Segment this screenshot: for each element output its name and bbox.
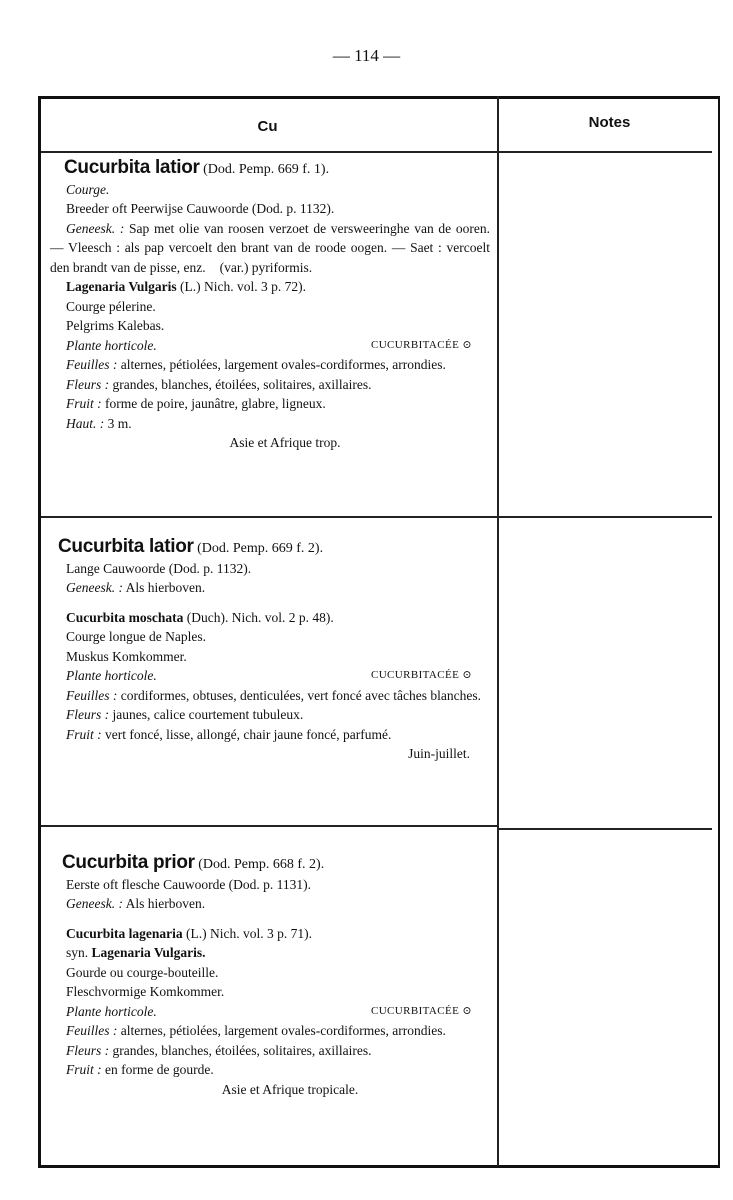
column-header-cu: Cu [257,118,278,135]
entry-rule-2-right [499,828,712,830]
page-number: — 114 — [332,46,401,65]
synonym-2: syn. Lagenaria Vulgaris. [66,945,206,960]
medicinal-use: Geneesk. : Als hierboven. [66,896,206,911]
entry-title: Cucurbita latior [64,157,200,178]
column-header-notes: Notes [588,114,631,131]
synonym: Cucurbita lagenaria (L.) Nich. vol. 3 p. 71). [66,925,312,941]
entry-reference: (Dod. Pemp. 668 f. 2). [194,857,325,872]
entry-reference: (Dod. Pemp. 669 f. 2). [193,541,324,556]
dutch-name: Lange Cauwoorde (Dod. p. 1132). [66,560,252,576]
medicinal-use: Geneesk. : Sap met olie van roosen verzoet de versweeringhe van de ooren. — Vleesch : als pap vercoelt den brant van de roode oogen. — Saet : vercoelt den brandt van de pisse, enz. (var.) pyriformis. [50,220,491,275]
region: Asie et Afrique trop. [229,435,341,450]
common-name-fr: Gourde ou courge-bouteille. [66,964,219,980]
common-name-fr: Courge longue de Naples. [66,629,206,644]
season: Juin-juillet. [408,746,470,761]
entry-title: Cucurbita latior [58,536,194,557]
entry-cucurbita-latior-1 [50,158,490,453]
common-name-fr: Courge pélerine. [66,298,156,314]
flowers-desc: Fleurs : grandes, blanches, étoilées, solitaires, axillaires. [66,376,372,392]
synonym: Cucurbita moschata (Duch). Nich. vol. 2 p. 48). [66,609,334,625]
entry-rule-2-left [41,825,497,827]
common-name-nl: Fleschvormige Komkommer. [66,984,225,999]
flowers-desc: Fleurs : jaunes, calice courtement tubuleux. [66,707,304,722]
leaves-desc: Feuilles : alternes, pétiolées, largement ovales-cordiformes, arrondies. [66,357,446,372]
entry-cucurbita-prior [50,853,490,1099]
entry-rule-1-left [41,516,497,518]
header-rule-left [41,151,497,153]
medicinal-use: Geneesk. : Als hierboven. [66,580,206,595]
synonym: Lagenaria Vulgaris (L.) Nich. vol. 3 p. 72). [66,279,307,294]
french-name: Courge. [66,181,110,197]
region: Asie et Afrique tropicale. [221,1081,359,1097]
plant-family-row: Plante horticole. CUCURBITACÉE ⊙ [50,666,490,686]
height-desc: Haut. : 3 m. [66,415,132,431]
leaves-desc: Feuilles : cordiformes, obtuses, denticulées, vert foncé avec tâches blanches. [66,687,481,703]
plant-family-row: Plante horticole. CUCURBITACÉE ⊙ [50,1002,490,1022]
common-name-nl: Pelgrims Kalebas. [66,318,165,333]
family-label: CUCURBITACÉE ⊙ [370,669,472,681]
fruit-desc: Fruit : forme de poire, jaunâtre, glabre, ligneux. [66,396,326,411]
entry-reference: (Dod. Pemp. 669 f. 1). [199,162,330,177]
family-label: CUCURBITACÉE ⊙ [370,1004,472,1017]
plant-family-row: Plante horticole. CUCURBITACÉE ⊙ [50,336,490,356]
flowers-desc: Fleurs : grandes, blanches, étoilées, solitaires, axillaires. [66,1042,372,1058]
dutch-name: Eerste oft flesche Cauwoorde (Dod. p. 1131). [66,876,312,892]
leaves-desc: Feuilles : alternes, pétiolées, largement ovales-cordiformes, arrondies. [66,1023,446,1038]
fruit-desc: Fruit : en forme de gourde. [66,1062,214,1077]
entry-rule-1-right [499,516,712,518]
dutch-name: Breeder oft Peerwijse Cauwoorde (Dod. p. 1132). [66,201,335,216]
entry-cucurbita-latior-2 [50,537,490,764]
family-label: CUCURBITACÉE ⊙ [370,338,472,351]
fruit-desc: Fruit : vert foncé, lisse, allongé, chair jaune foncé, parfumé. [66,726,392,742]
column-divider [497,96,499,1166]
entry-title: Cucurbita prior [62,852,195,873]
common-name-nl: Muskus Komkommer. [66,648,187,664]
header-rule-right [499,151,712,153]
